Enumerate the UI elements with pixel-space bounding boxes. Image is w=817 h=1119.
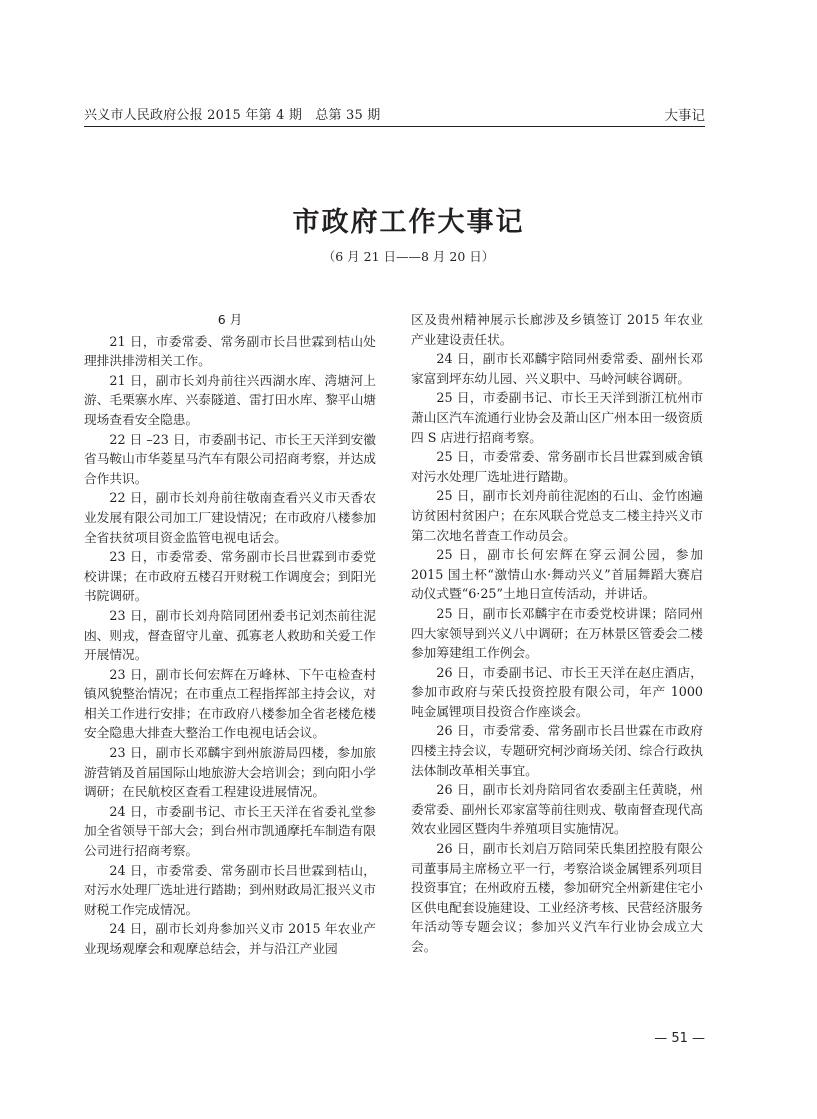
event-paragraph: 21 日，副市长刘舟前往兴西湖水库、湾塘河上游、毛栗寨水库、兴泰隧道、雷打田水库、黎平山塘现场查看安全隐患。 (84, 372, 376, 427)
event-paragraph: 24 日，市委副书记、市长王天洋在省委礼堂参加全省领导干部大会；到台州市凯通摩托车制造有限公司进行招商考察。 (84, 803, 376, 859)
month-heading: 6 月 (217, 312, 243, 327)
event-paragraph: 22 日，副市长刘舟前往敬南查看兴义市天香农业发展有限公司加工厂建设情况；在市政府八楼参加全省扶贫项目资金监管电视电话会。 (84, 490, 376, 545)
right-column (411, 310, 703, 957)
date-range: （6 月 21 日——8 月 20 日） (322, 249, 495, 264)
event-paragraph: 25 日，市委副书记、市长王天洋到浙江杭州市萧山区汽车流通行业协会及萧山区广州本田一级资质四 S 店进行招商考察。 (411, 390, 703, 445)
publication-header: 兴义市人民政府公报 2015 年第 4 期 总第 35 期 (84, 108, 381, 123)
event-paragraph: 24 日，副市长邓麟宇陪同州委常委、副州长邓家富到坪东幼儿园、兴义职中、马岭河峡谷调研。 (411, 351, 703, 386)
event-paragraph: 22 日 –23 日，市委副书记、市长王天洋到安徽省马鞍山市华菱星马汽车有限公司招商考察，并达成合作共识。 (84, 431, 376, 486)
event-paragraph: 25 日，副市长邓麟宇在市委党校讲课；陪同州四大家领导到兴义八中调研；在万林景区管委会二楼参加筹建组工作例会。 (411, 605, 703, 661)
left-column (84, 310, 376, 959)
event-paragraph: 24 日，市委常委、常务副市长吕世霖到桔山，对污水处理厂选址进行踏勘；到州财政局汇报兴义市财税工作完成情况。 (84, 862, 376, 917)
event-paragraph: 23 日，副市长邓麟宇到州旅游局四楼，参加旅游营销及首届国际山地旅游大会培训会；到向阳小学调研；在民航校区查看工程建设进展情况。 (84, 745, 376, 800)
event-paragraph-continuation: 区及贵州精神展示长廊涉及乡镇签订 2015 年农业产业建设责任状。 (411, 312, 703, 347)
page-number: — 51 — (654, 1031, 705, 1046)
event-paragraph: 25 日，市委常委、常务副市长吕世霖到威舍镇对污水处理厂选址进行踏勘。 (411, 449, 703, 484)
event-paragraph: 23 日，副市长何宏辉在万峰林、下午屯检查村镇风貌整治情况；在市重点工程指挥部主持会议，对相关工作进行安排；在市政府八楼参加全省老楼危楼安全隐患大排查大整治工作电视电话会议。 (84, 666, 376, 741)
page-title: 市政府工作大事记 (292, 207, 525, 238)
event-paragraph: 23 日，市委常委、常务副市长吕世霖到市委党校讲课；在市政府五楼召开财税工作调度会；到阳光书院调研。 (84, 549, 376, 604)
event-paragraph: 23 日，副市长刘舟陪同团州委书记刘杰前往泥凼、则戎，督查留守儿童、孤寡老人救助和关爱工作开展情况。 (84, 607, 376, 663)
event-paragraph: 26 日，市委常委、常务副市长吕世霖在市政府四楼主持会议，专题研究柯沙商场关闭、综合行政执法体制改革相关事宜。 (411, 723, 703, 778)
event-paragraph: 21 日，市委常委、常务副市长吕世霖到桔山处理排洪排涝相关工作。 (84, 333, 376, 369)
header-divider (84, 126, 705, 127)
event-paragraph: 26 日，副市长刘启万陪同荣氏集团控股有限公司董事局主席杨立平一行，考察洽谈金属锂系列项目投资事宜；在州政府五楼，参加研究全州新建住宅小区供电配套设施建设、工业经济考核、民营经济服务年活动等专题会议；参加兴义汽车行业协会成立大会。 (411, 841, 703, 954)
event-paragraph: 24 日，副市长刘舟参加兴义市 2015 年农业产业现场观摩会和观摩总结会，并与沿江产业园 (84, 921, 376, 956)
section-label: 大事记 (664, 108, 705, 124)
event-paragraph: 26 日，市委副书记、市长王天洋在赵庄酒店，参加市政府与荣氏投资控股有限公司，年产 1000 吨金属锂项目投资合作座谈会。 (411, 664, 703, 719)
event-paragraph: 26 日，副市长刘舟陪同省农委副主任黄晓，州委常委、副州长邓家富等前往则戎、敬南督查现代高效农业园区暨肉牛养殖项目实施情况。 (411, 782, 703, 837)
event-paragraph: 25 日，副市长何宏辉在穿云洞公园，参加 2015 国土杯“激情山水·舞动兴义”首届舞蹈大赛启动仪式暨“6·25”土地日宣传活动，并讲话。 (411, 547, 703, 602)
event-paragraph: 25 日，副市长刘舟前往泥凼的石山、金竹凼遍访贫困村贫困户；在东风联合党总支二楼主持兴义市第二次地名普查工作动员会。 (411, 488, 703, 543)
